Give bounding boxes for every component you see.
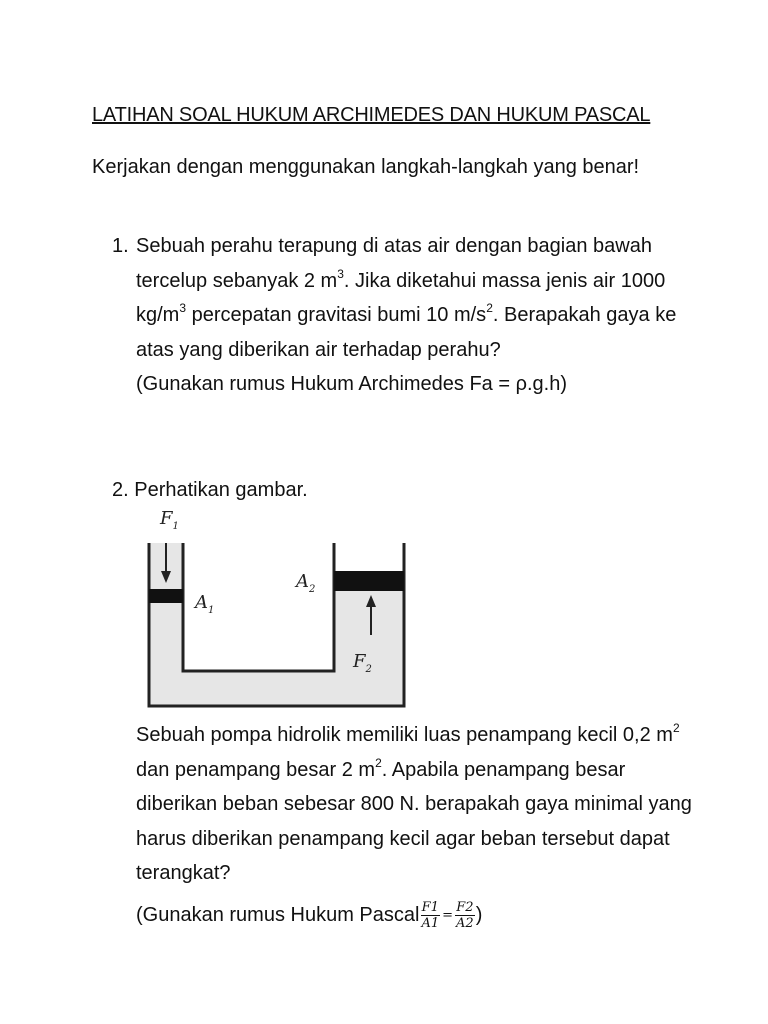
f1-label: $F_1$ xyxy=(160,508,179,532)
fraction-f1-a1 xyxy=(420,900,440,931)
fraction-equals: = xyxy=(442,907,454,923)
q2-text-part-3: . Apabila penampang besar diberikan beban sebesar 800 N. berapakah gaya minimal yang harus diberikan penampang kecil agar beban tersebut dapat terangkat? xyxy=(136,758,692,884)
f2-label: $F_2$ xyxy=(353,651,372,675)
q2-hint xyxy=(136,890,482,940)
hydraulic-press-diagram xyxy=(138,505,414,715)
question-2-number: 2. xyxy=(112,479,129,501)
q1-text-part-2: . Jika diketahui massa jenis air 1000 kg/m xyxy=(136,269,666,326)
q1-sup-1: 3 xyxy=(337,266,344,281)
question-2-heading xyxy=(112,473,308,507)
q1-sup-3: 2 xyxy=(486,301,493,315)
question-2-body xyxy=(136,718,696,891)
fraction-1-numerator: F1 xyxy=(421,899,439,915)
fraction-f2-a2 xyxy=(455,900,475,931)
q1-sup-2: 3 xyxy=(179,301,187,315)
instruction-text: Kerjakan dengan menggunakan langkah-langkah yang benar! xyxy=(92,156,640,178)
a1-label: $A_1$ xyxy=(195,592,215,616)
q2-sup-2: 2 xyxy=(375,755,382,770)
q1-text-part-1: Sebuah perahu terapung di atas air dengan bagian bawah tercelup sebanyak 2 m xyxy=(136,235,652,292)
fraction-2-numerator: F2 xyxy=(456,899,474,915)
q2-hint-suffix: ) xyxy=(475,903,483,926)
q1-text-part-3: percepatan gravitasi bumi 10 m/s xyxy=(186,304,487,326)
fraction-2-denominator: A2 xyxy=(456,915,474,931)
q1-hint: (Gunakan rumus Hukum Archimedes Fa = ρ.g.h) xyxy=(136,373,567,395)
fraction-1-denominator: A1 xyxy=(421,915,440,931)
q2-hint-prefix: (Gunakan rumus Hukum Pascal xyxy=(136,903,420,926)
question-1-number: 1. xyxy=(112,235,129,257)
large-piston xyxy=(334,571,404,591)
q1-text-part-4: . Berapakah gaya ke atas yang diberikan air terhadap perahu? xyxy=(136,304,677,361)
a2-label: $A_2$ xyxy=(296,571,316,595)
document-title: LATIHAN SOAL HUKUM ARCHIMEDES DAN HUKUM PASCAL xyxy=(92,104,651,126)
question-1 xyxy=(112,229,712,402)
q2-sup-1: 2 xyxy=(672,721,680,735)
q2-text-part-2: dan penampang besar 2 m xyxy=(136,758,376,781)
small-piston xyxy=(149,589,183,603)
question-2-heading-text: Perhatikan gambar. xyxy=(134,479,308,501)
q2-text-part-1: Sebuah pompa hidrolik memiliki luas penampang kecil 0,2 m xyxy=(136,724,673,746)
fluid-fill xyxy=(149,543,404,706)
question-1-body xyxy=(136,229,712,402)
